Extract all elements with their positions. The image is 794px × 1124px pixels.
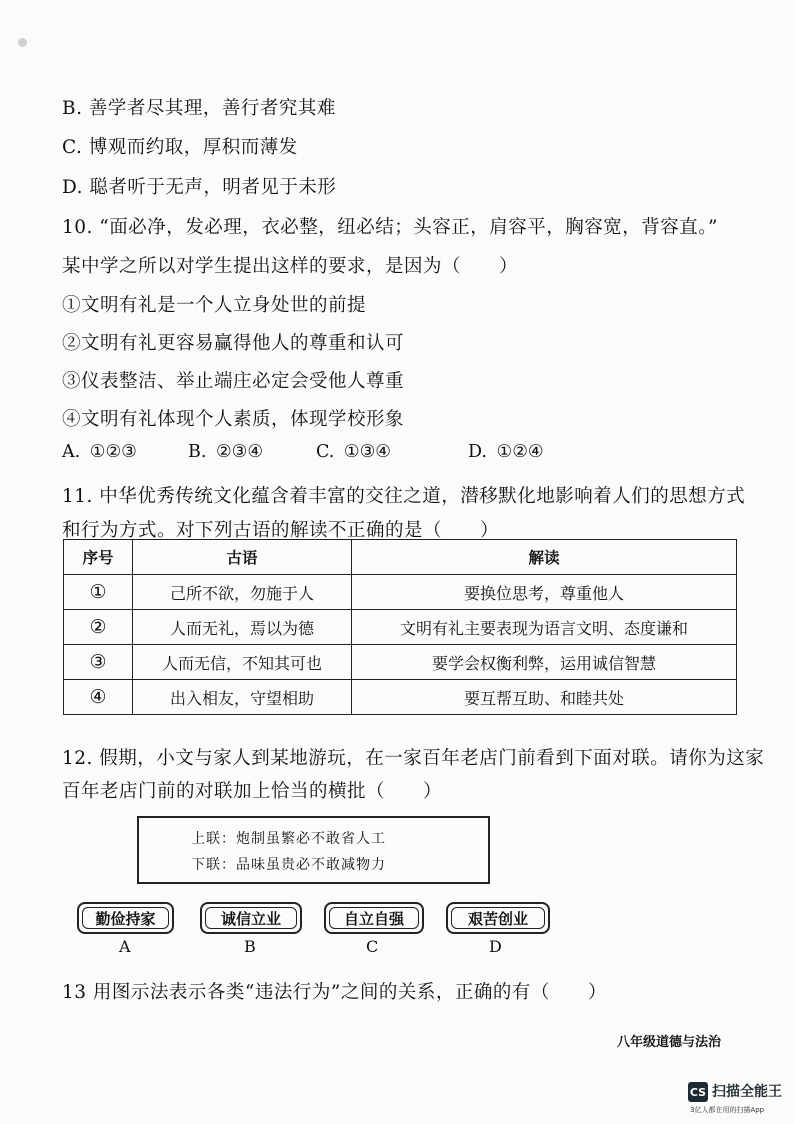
banner-choice-b[interactable] xyxy=(200,902,302,934)
q9-option-c[interactable]: C. 博观而约取，厚积而薄发 xyxy=(62,137,298,158)
scanner-logo-icon: CS xyxy=(688,1082,708,1102)
row-saying: 人而无礼，焉以为德 xyxy=(133,610,352,645)
couplet-upper: 上联：炮制虽繁必不敢省人工 xyxy=(191,831,386,847)
scanner-tagline: 3亿人都在用的扫描App xyxy=(690,1106,765,1114)
scanner-app-name: 扫描全能王 xyxy=(712,1084,782,1100)
banner-choice-d[interactable] xyxy=(446,902,550,934)
q10-statement-1: ①文明有礼是一个人立身处世的前提 xyxy=(62,295,367,316)
table-row xyxy=(64,645,737,680)
banner-choice-a[interactable] xyxy=(77,902,174,934)
q10-option-d[interactable]: D. ①②④ xyxy=(468,442,544,462)
q10-option-c[interactable]: C. ①③④ xyxy=(316,442,391,462)
banner-text-b: 诚信立业 xyxy=(205,907,297,929)
subject-footer: 八年级道德与法治 xyxy=(617,1035,722,1050)
header-saying: 古语 xyxy=(133,540,352,575)
row-saying: 人而无信，不知其可也 xyxy=(133,645,352,680)
header-reading: 解读 xyxy=(352,540,737,575)
banner-text-c: 自立自强 xyxy=(329,907,419,929)
q13-stem: 13 用图示法表示各类“违法行为”之间的关系，正确的有（ ） xyxy=(62,982,607,1003)
punch-hole-mark xyxy=(18,38,27,47)
row-reading: 要学会权衡利弊，运用诚信智慧 xyxy=(352,645,737,680)
row-number: ① xyxy=(64,575,133,610)
choice-letter-b: B xyxy=(244,937,256,956)
couplet-box xyxy=(137,816,490,884)
table-header-row xyxy=(64,540,737,575)
choice-letter-d: D xyxy=(489,937,502,956)
q10-statement-3: ③仪表整洁、举止端庄必定会受他人尊重 xyxy=(62,371,405,392)
row-number: ② xyxy=(64,610,133,645)
row-saying: 己所不欲，勿施于人 xyxy=(133,575,352,610)
choice-letter-c: C xyxy=(366,937,379,956)
q10-statement-4: ④文明有礼体现个人素质，体现学校形象 xyxy=(62,409,405,430)
row-reading: 要互帮互助、和睦共处 xyxy=(352,680,737,715)
row-number: ③ xyxy=(64,645,133,680)
banner-text-a: 勤俭持家 xyxy=(82,907,169,929)
row-reading: 文明有礼主要表现为语言文明、态度谦和 xyxy=(352,610,737,645)
q11-stem-line1: 11. 中华优秀传统文化蕴含着丰富的交往之道，潜移默化地影响着人们的思想方式 xyxy=(62,486,746,507)
q10-option-b[interactable]: B. ②③④ xyxy=(188,442,264,462)
table-row xyxy=(64,680,737,715)
choice-letter-a: A xyxy=(119,937,131,956)
q10-options xyxy=(62,442,544,462)
row-reading: 要换位思考，尊重他人 xyxy=(352,575,737,610)
row-saying: 出入相友，守望相助 xyxy=(133,680,352,715)
banner-text-d: 艰苦创业 xyxy=(451,907,545,929)
table-row xyxy=(64,610,737,645)
q9-option-d[interactable]: D. 聪者听于无声，明者见于未形 xyxy=(62,177,337,198)
q10-option-a[interactable]: A. ①②③ xyxy=(62,442,137,462)
couplet-lower: 下联：品味虽贵必不敢减物力 xyxy=(191,857,386,873)
table-row xyxy=(64,575,737,610)
q12-stem-line2: 百年老店门前的对联加上恰当的横批（ ） xyxy=(62,781,443,802)
header-number: 序号 xyxy=(64,540,133,575)
q10-stem-line2: 某中学之所以对学生提出这样的要求，是因为（ ） xyxy=(62,256,519,277)
q11-stem-line2: 和行为方式。对下列古语的解读不正确的是（ ） xyxy=(62,520,500,541)
q11-table xyxy=(63,539,737,715)
q9-option-b[interactable]: B. 善学者尽其理，善行者究其难 xyxy=(62,98,336,119)
row-number: ④ xyxy=(64,680,133,715)
q10-stem-line1: 10. “面必净，发必理，衣必整，纽必结；头容正，肩容平，胸容宽，背容直。” xyxy=(62,217,718,238)
q10-statement-2: ②文明有礼更容易赢得他人的尊重和认可 xyxy=(62,333,405,354)
banner-choice-c[interactable] xyxy=(324,902,424,934)
q12-stem-line1: 12. 假期，小文与家人到某地游玩，在一家百年老店门前看到下面对联。请你为这家 xyxy=(62,748,765,769)
